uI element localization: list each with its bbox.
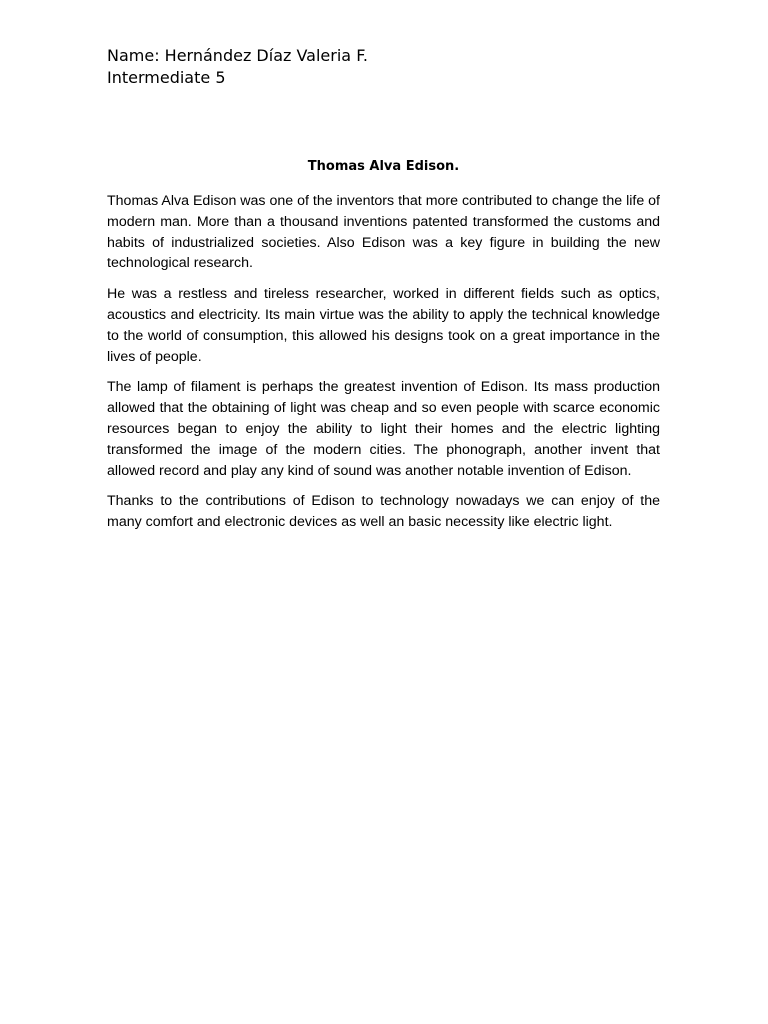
paragraph-2: He was a restless and tireless researcher, worked in different fields such as optics, acoustics and electricity. Its main virtue was the ability to apply the technical knowledge to the world of consumption, this allowed his designs took on a great importance in the lives of people. [107, 286, 660, 365]
student-name: Name: Hernández Díaz Valeria F. [107, 46, 368, 65]
document-title: Thomas Alva Edison. [307, 159, 460, 174]
document-body [107, 191, 660, 543]
course-level: Intermediate 5 [107, 68, 226, 87]
paragraph-1: Thomas Alva Edison was one of the inventors that more contributed to change the life of modern man. More than a thousand inventions patented transformed the customs and habits of industrialized societies. Also Edison was a key figure in building the new technological research. [107, 193, 660, 272]
student-header [107, 45, 368, 89]
paragraph-4: Thanks to the contributions of Edison to technology nowadays we can enjoy of the many comfort and electronic devices as well an basic necessity like electric light. [107, 493, 660, 531]
paragraph-3: The lamp of filament is perhaps the greatest invention of Edison. Its mass production allowed that the obtaining of light was cheap and so even people with scarce economic resources began to enjoy the ability to light their homes and the electric lighting transformed the image of the modern cities. The phonograph, another invent that allowed record and play any kind of sound was another notable invention of Edison. [107, 379, 660, 479]
